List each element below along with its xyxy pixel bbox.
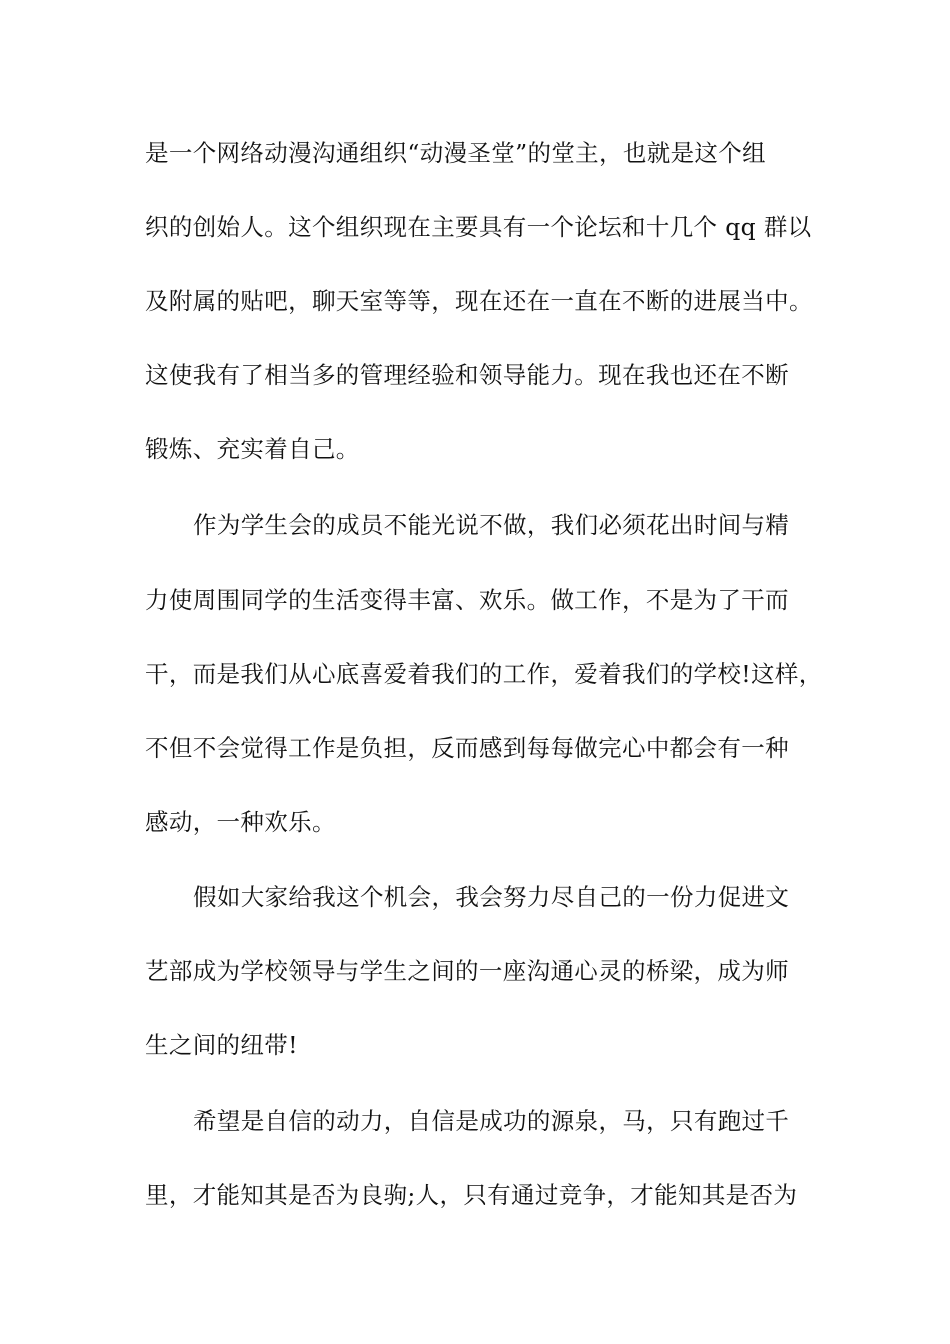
text-line: 及附属的贴吧，聊天室等等，现在还在一直在不断的进展当中。 <box>145 287 813 315</box>
text-line: 生之间的纽带! <box>145 1031 298 1059</box>
text-line: 干，而是我们从心底喜爱着我们的工作，爱着我们的学校!这样， <box>145 660 823 688</box>
paragraph-first-line: 假如大家给我这个机会，我会努力尽自己的一份力促进文 <box>193 883 790 911</box>
text-line: 织的创始人。这个组织现在主要具有一个论坛和十几个 qq 群以 <box>145 213 812 241</box>
text-line: 不但不会觉得工作是负担，反而感到每每做完心中都会有一种 <box>145 734 789 762</box>
text-line: 锻炼、充实着自己。 <box>145 435 360 463</box>
text-line: 艺部成为学校领导与学生之间的一座沟通心灵的桥梁，成为师 <box>145 957 789 985</box>
paragraph-first-line: 希望是自信的动力，自信是成功的源泉，马，只有跑过千 <box>193 1107 790 1135</box>
paragraph-first-line: 作为学生会的成员不能光说不做，我们必须花出时间与精 <box>193 511 790 539</box>
text-line: 这使我有了相当多的管理经验和领导能力。现在我也还在不断 <box>145 361 789 389</box>
text-line: 是一个网络动漫沟通组织“动漫圣堂”的堂主，也就是这个组 <box>145 139 766 167</box>
text-line: 感动，一种欢乐。 <box>145 808 336 836</box>
text-line: 力使周围同学的生活变得丰富、欢乐。做工作，不是为了干而 <box>145 586 789 614</box>
text-line: 里，才能知其是否为良驹;人，只有通过竞争，才能知其是否为 <box>145 1181 798 1209</box>
